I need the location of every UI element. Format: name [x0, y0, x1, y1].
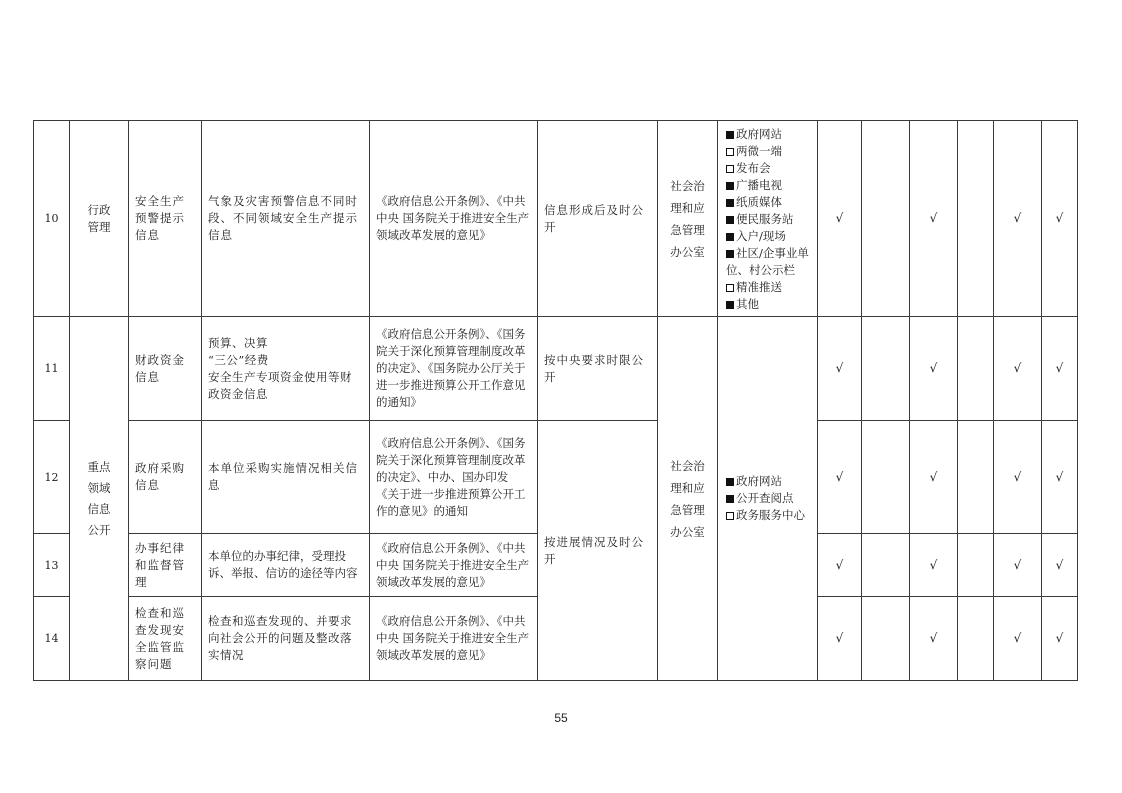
empty-cell [862, 121, 910, 317]
time-limit-cell: 按进展情况及时公开 [538, 421, 658, 681]
basis-cell: 《政府信息公开条例》、《中共中央 国务院关于推进安全生产领域改革发展的意见》 [370, 534, 538, 597]
check-mark: √ [910, 597, 958, 681]
channel-option [726, 507, 811, 524]
channel-option [726, 211, 811, 228]
channel-label: 广播电视 [736, 178, 782, 192]
check-mark: √ [910, 121, 958, 317]
checked-box-icon [726, 301, 734, 309]
channel-list [726, 126, 811, 313]
department-cell [658, 121, 718, 317]
content-cell: 本单位的办事纪律，受理投诉、举报、信访的途径等内容 [202, 534, 370, 597]
unchecked-box-icon [726, 148, 734, 156]
channel-label: 入户/现场 [736, 229, 786, 243]
category-label: 重点 领域 信息 公开 [87, 459, 111, 537]
disclosure-table [33, 120, 1078, 681]
channel-option [726, 296, 811, 313]
channel-option [726, 143, 811, 160]
checked-box-icon [726, 199, 734, 207]
page-number: 55 [554, 711, 568, 725]
item-cell: 政府采购信息 [129, 421, 202, 534]
empty-cell [862, 597, 910, 681]
check-mark: √ [818, 534, 862, 597]
check-mark: √ [1042, 121, 1078, 317]
check-mark: √ [910, 534, 958, 597]
checked-box-icon [726, 233, 734, 241]
check-mark: √ [994, 534, 1042, 597]
checked-box-icon [726, 216, 734, 224]
channel-label: 便民服务站 [736, 212, 794, 226]
empty-cell [862, 317, 910, 421]
checked-box-icon [726, 250, 734, 258]
unchecked-box-icon [726, 512, 734, 520]
channel-label: 精准推送 [736, 280, 782, 294]
check-mark: √ [910, 317, 958, 421]
content-cell: 预算、决算 “三公”经费 安全生产专项资金使用等财政资金信息 [202, 317, 370, 421]
channel-option [726, 228, 811, 245]
check-mark: √ [818, 597, 862, 681]
row-number: 14 [34, 597, 70, 681]
empty-cell [958, 121, 994, 317]
channel-option [726, 160, 811, 177]
channel-option [726, 279, 811, 296]
check-mark: √ [1042, 597, 1078, 681]
channel-label: 公开查阅点 [736, 491, 794, 505]
basis-cell: 《政府信息公开条例》、《国务院关于深化预算管理制度改革的决定》、中办、国办印发《关于进一步推进预算公开工作的意见》的通知 [370, 421, 538, 534]
table-row [34, 421, 1078, 534]
item-cell: 办事纪律和监督管理 [129, 534, 202, 597]
check-mark: √ [818, 317, 862, 421]
check-mark: √ [994, 421, 1042, 534]
empty-cell [862, 421, 910, 534]
item-cell: 检查和巡查发现安全监管监察问题 [129, 597, 202, 681]
basis-cell: 《政府信息公开条例》、《国务院关于深化预算管理制度改革的决定》、《国务院办公厅关于进一步推进预算公开工作意见的通知》 [370, 317, 538, 421]
department-cell [658, 317, 718, 681]
category-label: 行政 管理 [87, 202, 111, 234]
table-row [34, 317, 1078, 421]
unchecked-box-icon [726, 284, 734, 292]
channel-label: 政府网站 [736, 474, 782, 488]
basis-cell: 《政府信息公开条例》、《中共中央 国务院关于推进安全生产领域改革发展的意见》 [370, 597, 538, 681]
department-label: 社会治 理和应 急管理 办公室 [670, 178, 705, 259]
item-cell: 安全生产预警提示信息 [129, 121, 202, 317]
time-limit-cell: 信息形成后及时公开 [538, 121, 658, 317]
channel-option [726, 490, 811, 507]
channel-option [726, 177, 811, 194]
check-mark: √ [818, 421, 862, 534]
check-mark: √ [1042, 421, 1078, 534]
check-mark: √ [994, 121, 1042, 317]
content-cell: 气象及灾害预警信息不同时段、不同领域安全生产提示信息 [202, 121, 370, 317]
category-cell [70, 121, 129, 317]
category-cell [70, 317, 129, 681]
check-mark: √ [994, 317, 1042, 421]
channel-option [726, 194, 811, 211]
channel-option [726, 245, 811, 279]
content-cell: 检查和巡查发现的、并要求向社会公开的问题及整改落实情况 [202, 597, 370, 681]
channel-label: 两微一端 [736, 144, 782, 158]
empty-cell [958, 421, 994, 534]
channel-label: 其他 [736, 297, 759, 311]
empty-cell [958, 317, 994, 421]
channel-label: 发布会 [736, 161, 771, 175]
channel-label: 政务服务中心 [736, 508, 805, 522]
channel-label: 政府网站 [736, 127, 782, 141]
checked-box-icon [726, 495, 734, 503]
row-number: 12 [34, 421, 70, 534]
time-limit-cell: 按中央要求时限公开 [538, 317, 658, 421]
channels-cell [718, 121, 818, 317]
empty-cell [958, 597, 994, 681]
channel-label: 纸质媒体 [736, 195, 782, 209]
department-label: 社会治 理和应 急管理 办公室 [670, 458, 705, 539]
content-cell: 本单位采购实施情况相关信息 [202, 421, 370, 534]
check-mark: √ [818, 121, 862, 317]
channel-label: 社区/企事业单位、村公示栏 [726, 246, 809, 277]
check-mark: √ [1042, 534, 1078, 597]
row-number: 11 [34, 317, 70, 421]
basis-cell: 《政府信息公开条例》、《中共中央 国务院关于推进安全生产领域改革发展的意见》 [370, 121, 538, 317]
row-number: 13 [34, 534, 70, 597]
empty-cell [958, 534, 994, 597]
check-mark: √ [910, 421, 958, 534]
row-number: 10 [34, 121, 70, 317]
item-cell: 财政资金信息 [129, 317, 202, 421]
checked-box-icon [726, 131, 734, 139]
check-mark: √ [994, 597, 1042, 681]
channel-list [726, 473, 811, 524]
checked-box-icon [726, 182, 734, 190]
checked-box-icon [726, 478, 734, 486]
check-mark: √ [1042, 317, 1078, 421]
channel-option [726, 126, 811, 143]
channel-option [726, 473, 811, 490]
empty-cell [862, 534, 910, 597]
unchecked-box-icon [726, 165, 734, 173]
channels-cell [718, 317, 818, 681]
table-row [34, 121, 1078, 317]
